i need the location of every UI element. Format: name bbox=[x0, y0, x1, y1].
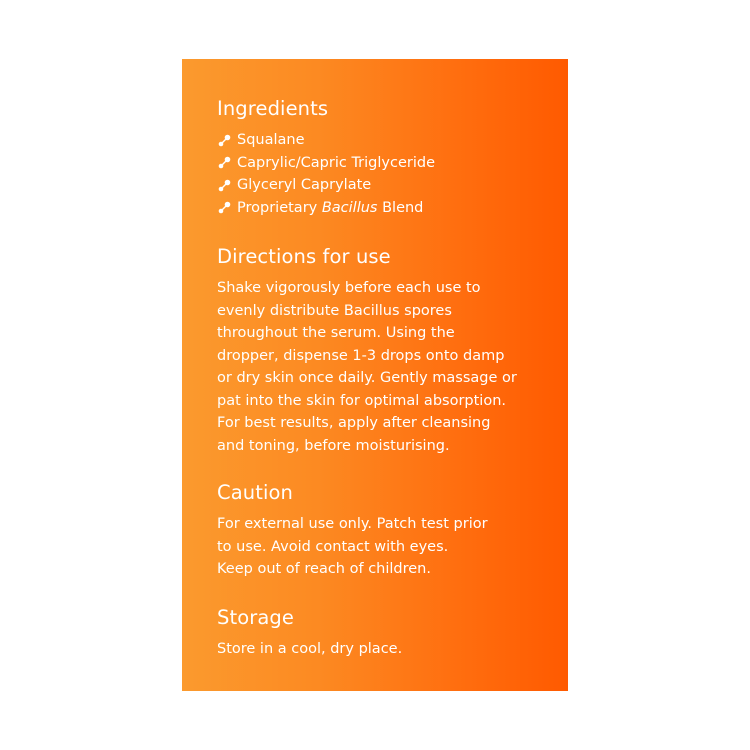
molecule-bullet-icon bbox=[217, 133, 232, 148]
ingredient-label-suffix: Blend bbox=[377, 199, 424, 216]
caution-body: For external use only. Patch test prior to use. Avoid contact with eyes. Keep out of reach of children. bbox=[217, 516, 488, 577]
directions-body: Shake vigorously before each use to evenly distribute Bacillus spores throughout the serum. Using the dropper, dispense 1-3 drops onto damp or dry skin once daily. Gently massage or pat into the skin for optimal absorption. For best results, apply after cleansing and toning, before moisturising. bbox=[217, 280, 517, 454]
list-item bbox=[217, 152, 558, 175]
ingredient-label bbox=[237, 197, 423, 220]
ingredient-label: Caprylic/Capric Triglyceride bbox=[237, 154, 435, 171]
ingredients-list bbox=[217, 129, 558, 219]
directions-section bbox=[217, 245, 558, 457]
caution-heading: Caution bbox=[217, 481, 293, 504]
molecule-bullet-icon bbox=[217, 178, 232, 193]
list-item bbox=[217, 129, 558, 152]
ingredient-label: Glyceryl Caprylate bbox=[237, 177, 372, 193]
storage-section bbox=[217, 606, 558, 661]
list-item bbox=[217, 174, 558, 197]
list-item bbox=[217, 197, 558, 220]
directions-heading: Directions for use bbox=[217, 245, 391, 268]
ingredient-label: Squalane bbox=[237, 132, 305, 148]
molecule-bullet-icon bbox=[217, 200, 232, 215]
ingredient-label-prefix: Proprietary bbox=[237, 199, 322, 216]
ingredient-label-italic: Bacillus bbox=[321, 199, 378, 216]
product-label-card bbox=[182, 59, 568, 691]
storage-heading: Storage bbox=[217, 606, 294, 629]
storage-body: Store in a cool, dry place. bbox=[217, 641, 403, 657]
ingredients-section bbox=[217, 97, 558, 219]
ingredients-heading: Ingredients bbox=[217, 97, 329, 120]
caution-section bbox=[217, 481, 558, 581]
molecule-bullet-icon bbox=[217, 155, 232, 170]
